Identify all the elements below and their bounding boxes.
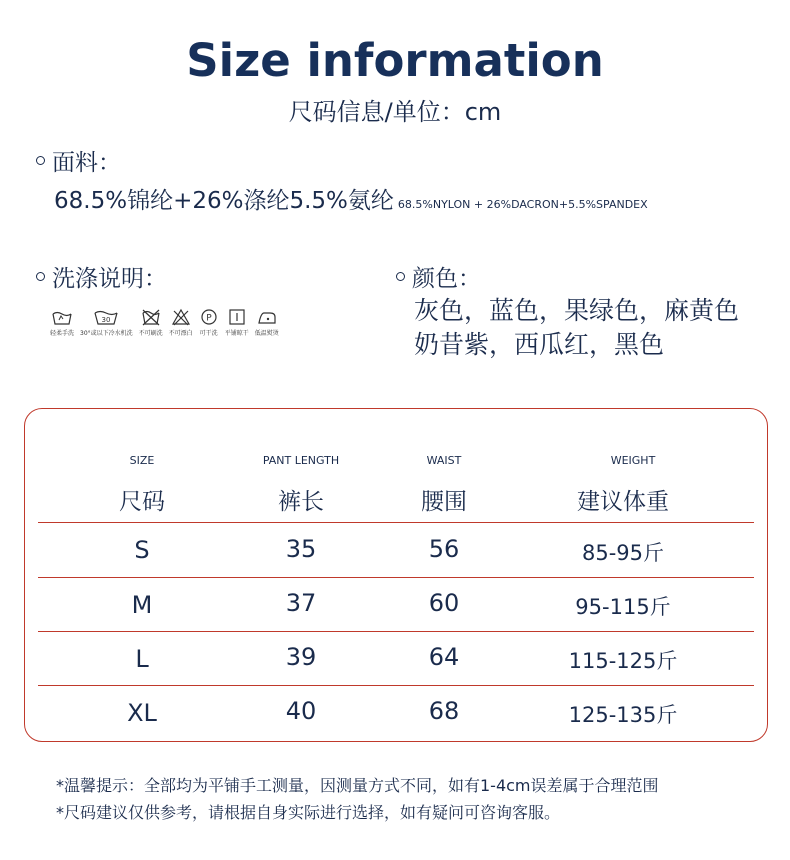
note-measurement: *温馨提示：全部均为平铺手工测量，因测量方式不同，如有1-4cm误差属于合理范围: [56, 776, 659, 795]
page-subtitle: 尺码信息/单位：cm: [288, 98, 502, 126]
care-item-low-iron: 低温熨烫: [255, 308, 279, 337]
care-item-machine-wash: 30 30°或以下冷水机洗: [80, 308, 133, 337]
table-cell-weight: 125-135斤: [568, 703, 678, 727]
colors-list: [414, 294, 739, 362]
header-weight-cn: 建议体重: [577, 489, 669, 515]
table-cell-weight: 85-95斤: [581, 541, 665, 565]
table-cell-waist: 68: [428, 697, 460, 725]
table-cell-size: S: [134, 536, 150, 564]
care-heading: [36, 260, 167, 293]
care-item-no-tumble: 不可刷洗: [139, 308, 163, 337]
fabric-value-en: 68.5%NYLON + 26%DACRON+5.5%SPANDEX: [397, 198, 648, 211]
colors-label: 颜色：: [412, 266, 481, 292]
care-item-line-dry: 平铺晾干: [225, 308, 249, 337]
header-length-en: PANT LENGTH: [262, 454, 340, 467]
fabric-value-cn: 68.5%锦纶+26%涤纶5.5%氨纶: [54, 188, 394, 214]
fabric-label: 面料：: [52, 150, 121, 176]
care-item-dry-clean: P 可干洗: [199, 308, 219, 337]
bullet-circle-icon: [36, 272, 45, 281]
header-size-en: SIZE: [129, 454, 155, 467]
care-label: 洗涤说明：: [52, 266, 167, 292]
table-cell-waist: 64: [428, 643, 460, 671]
machine-wash-30-icon: [93, 308, 119, 326]
table-cell-weight: 95-115斤: [575, 595, 671, 619]
colors-heading: [396, 260, 481, 293]
care-item-hand-wash: 轻柔手洗: [50, 308, 74, 337]
table-divider: [38, 577, 754, 578]
header-size-cn: 尺码: [119, 489, 165, 515]
table-cell-waist: 56: [428, 535, 460, 563]
table-cell-size: XL: [127, 699, 157, 727]
table-divider: [38, 685, 754, 686]
no-bleach-icon: [171, 308, 191, 326]
table-cell-length: 39: [285, 643, 317, 671]
table-cell-length: 40: [285, 697, 317, 725]
low-iron-icon: [256, 308, 278, 326]
svg-text:30: 30: [101, 316, 111, 324]
table-cell-waist: 60: [428, 589, 460, 617]
table-cell-weight: 115-125斤: [568, 649, 678, 673]
fabric-heading: [36, 144, 121, 177]
care-item-no-bleach: 不可漂白: [169, 308, 193, 337]
hand-wash-icon: [51, 308, 73, 326]
table-cell-length: 37: [285, 589, 317, 617]
header-waist-cn: 腰围: [421, 489, 467, 515]
table-divider: [38, 522, 754, 523]
colors-line-1: 灰色，蓝色，果绿色，麻黄色: [414, 296, 740, 325]
table-divider: [38, 631, 754, 632]
header-weight-en: WEIGHT: [610, 454, 656, 467]
colors-line-2: 奶昔紫，西瓜红，黑色: [414, 330, 665, 359]
bullet-circle-icon: [396, 272, 405, 281]
table-cell-length: 35: [285, 535, 317, 563]
no-tumble-dry-icon: [140, 308, 162, 326]
bullet-circle-icon: [36, 156, 45, 165]
line-dry-icon: [227, 308, 247, 326]
table-cell-size: L: [135, 645, 149, 673]
table-cell-size: M: [131, 591, 153, 619]
header-length-cn: 裤长: [278, 489, 324, 515]
header-waist-en: WAIST: [426, 454, 462, 467]
note-size-advice: *尺码建议仅供参考，请根据自身实际进行选择，如有疑问可咨询客服。: [56, 803, 561, 822]
dry-clean-icon: [199, 308, 219, 326]
svg-text:P: P: [205, 313, 212, 324]
page-title: Size information: [186, 34, 604, 87]
fabric-composition: [54, 182, 648, 215]
care-icons: [50, 308, 285, 337]
